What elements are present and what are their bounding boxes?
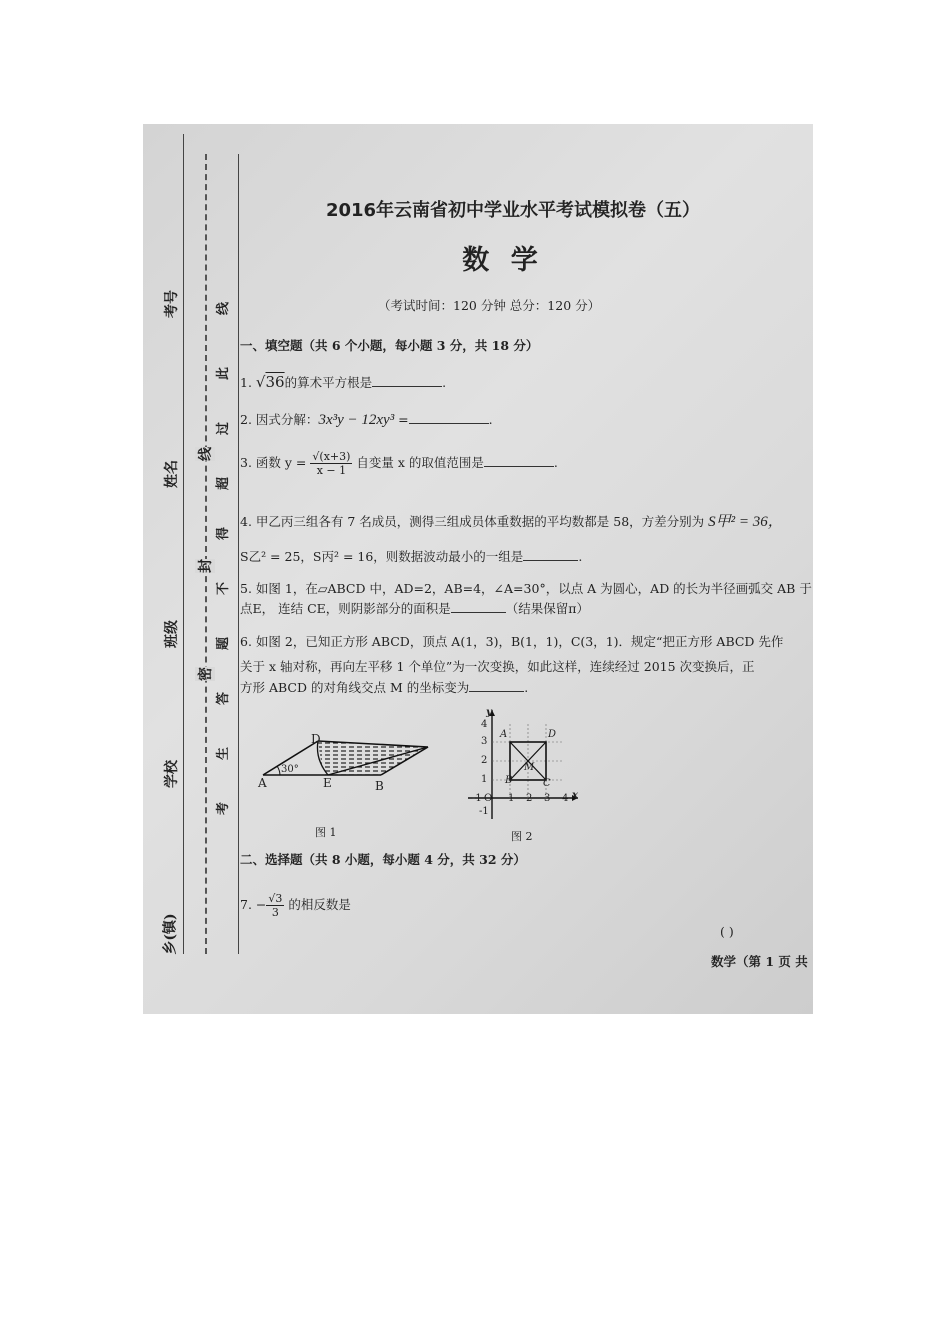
- fig2-axis-x: x: [572, 790, 578, 801]
- seal-char: 答: [216, 691, 232, 706]
- seal-char: 得: [216, 526, 232, 541]
- question-6-line3: 方形 ABCD 的对角线交点 M 的坐标变为 .: [240, 680, 529, 695]
- seal-mark-secret: 密: [195, 667, 215, 681]
- seal-char: 考: [216, 801, 232, 816]
- question-2: 2. 因式分解：3x³y − 12xy³ = .: [240, 412, 493, 428]
- field-name: 姓名: [164, 460, 180, 488]
- fig2-point-C: C: [543, 778, 551, 789]
- seal-char: 不: [216, 581, 232, 596]
- fig2-point-B: B: [505, 775, 513, 786]
- fig2-xtick: 1: [508, 793, 515, 804]
- fig1-angle-label: 30°: [281, 764, 299, 775]
- answer-paren: ( ): [720, 924, 734, 939]
- fig2-axis-y: y: [486, 707, 492, 718]
- fig1-caption: 图 1: [315, 826, 337, 839]
- question-1: 1. √36的算术平方根是 .: [240, 373, 447, 391]
- seal-char: 超: [216, 476, 232, 491]
- question-6-line2: 关于 x 轴对称，再向左平移 1 个单位”为一次变换，如此这样，连续经过 2015 次变换后，正: [240, 659, 755, 674]
- question-5-line1: 5. 如图 1，在▱ABCD 中，AD=2，AB=4，∠A=30°，以点 A 为圆心，AD 的长为半径画弧交 AB 于: [240, 581, 812, 596]
- seal-mark-line: 线: [195, 447, 215, 461]
- question-7: 7. − $\frac{√3}{3}$ 的相反数是: [240, 892, 351, 919]
- seal-char: 题: [216, 636, 232, 651]
- fig2-ytick: -1: [479, 806, 489, 817]
- seal-mark-seal: 封: [195, 559, 215, 573]
- seal-dashed-line: [205, 154, 207, 954]
- fig2-ytick: 1: [481, 774, 488, 785]
- subject-title: 数 学: [462, 245, 544, 276]
- fig2-point-M: M: [524, 762, 535, 773]
- seal-char: 生: [216, 746, 232, 761]
- question-3: 3. 函数 y = $\frac{√(x+3)}{x - 1}$ 自变量 x 的取值范围是 .: [240, 450, 558, 477]
- fig2-point-A: A: [500, 729, 508, 740]
- fig2-origin: O: [484, 793, 493, 804]
- question-5-line2: 点E， 连结 CE，则阴影部分的面积是 （结果保留π）: [240, 601, 589, 616]
- field-township: 乡(镇): [162, 913, 179, 955]
- fig2-ytick: 2: [481, 755, 488, 766]
- fig2-ytick: 3: [481, 736, 488, 747]
- figure-1-diagram: [253, 709, 443, 799]
- page-footer: 数学（第 1 页 共: [711, 954, 808, 969]
- section1-heading: 一、填空题（共 6 个小题，每小题 3 分，共 18 分）: [240, 338, 539, 353]
- exam-title: 2016年云南省初中学业水平考试模拟卷（五）: [325, 200, 701, 221]
- fig1-label-D: D: [311, 732, 321, 746]
- exam-info: （考试时间：120 分钟 总分：120 分）: [378, 298, 601, 313]
- fig2-xtick: -1: [472, 793, 482, 804]
- seal-char: 此: [216, 366, 232, 381]
- fig1-label-A: A: [258, 776, 267, 790]
- seal-char: 线: [216, 301, 232, 316]
- field-school: 学校: [164, 760, 180, 788]
- fig2-ytick: 4: [481, 719, 488, 730]
- question-6-line1: 6. 如图 2，已知正方形 ABCD，顶点 A(1，3)，B(1，1)，C(3，1)．规定“把正方形 ABCD 先作: [240, 634, 784, 649]
- fig2-caption: 图 2: [511, 830, 533, 843]
- seal-char: 过: [216, 421, 232, 436]
- exam-paper-photo: [143, 124, 813, 1014]
- field-line: [183, 134, 184, 954]
- field-class: 班级: [164, 620, 180, 648]
- fig2-xtick: 3: [544, 793, 551, 804]
- fig2-point-D: D: [548, 729, 557, 740]
- fig2-xtick: 4: [562, 793, 569, 804]
- fig1-label-B: B: [375, 779, 384, 793]
- fig2-xtick: 2: [526, 793, 533, 804]
- field-exam-number: 考号: [164, 290, 180, 318]
- question-4-line2: S乙² = 25，S丙² = 16，则数据波动最小的一组是 .: [240, 549, 583, 564]
- seal-solid-line: [238, 154, 239, 954]
- question-4-line1: 4. 甲乙丙三组各有 7 名成员，测得三组成员体重数据的平均数都是 58，方差分别为 S甲² = 36，: [240, 514, 783, 530]
- section2-heading: 二、选择题（共 8 小题，每小题 4 分，共 32 分）: [240, 852, 526, 867]
- fig1-label-E: E: [323, 776, 332, 790]
